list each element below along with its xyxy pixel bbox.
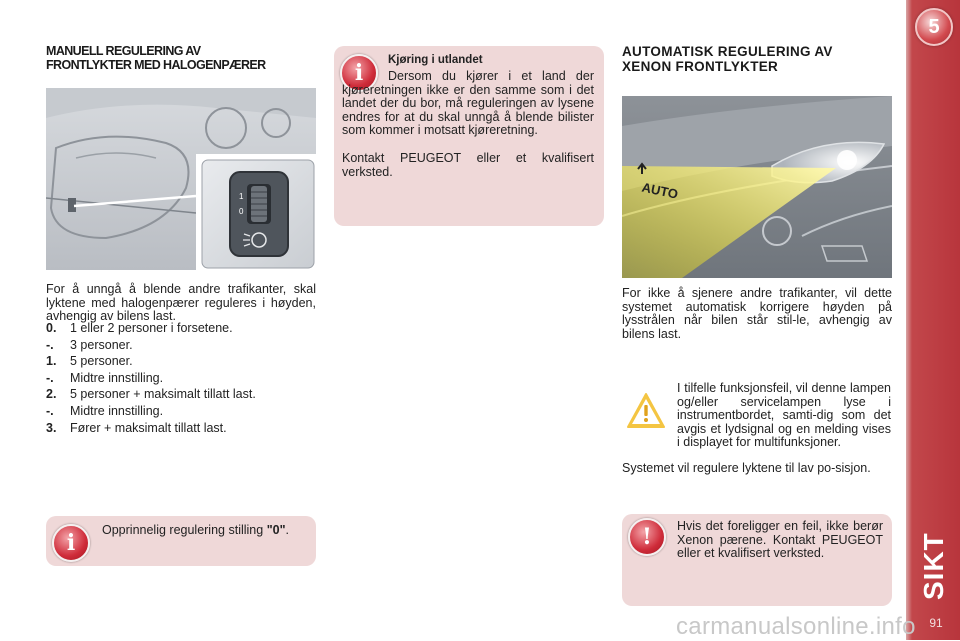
list-text: Midtre innstilling. xyxy=(70,370,164,385)
list-text: 5 personer. xyxy=(70,354,133,369)
list-text: 1 eller 2 personer i forsetene. xyxy=(70,321,233,335)
list-item xyxy=(46,386,316,403)
dashboard-illustration xyxy=(46,88,316,270)
chapter-title: SIKT xyxy=(918,532,949,600)
info-icon: i xyxy=(340,54,378,92)
note-end: . xyxy=(285,523,289,537)
list-item xyxy=(46,420,316,437)
exclamation-icon: ! xyxy=(628,518,666,556)
section-heading-manual xyxy=(46,44,316,72)
dial-label-1: 1 xyxy=(239,192,244,201)
watermark: carmanualsonline.info xyxy=(676,613,916,640)
info-icon: i xyxy=(52,524,90,562)
list-item xyxy=(46,320,316,337)
list-item xyxy=(46,353,316,370)
alert-text: Hvis det foreligger en feil, ikke berør Xenon pærene. Kontakt PEUGEOT eller et kvalifisert verksted. xyxy=(677,519,883,560)
list-item xyxy=(46,337,316,354)
load-settings-list xyxy=(46,320,316,436)
heading-line-2: FRONTLYKTER MED HALOGENPÆRER xyxy=(46,58,266,72)
list-text: Fører + maksimalt tillatt last. xyxy=(70,420,227,435)
heading-line-1: AUTOMATISK REGULERING AV xyxy=(622,44,833,59)
original-setting-note xyxy=(46,516,316,566)
abroad-title: Kjøring i utlandet xyxy=(388,54,483,66)
list-item xyxy=(46,403,316,420)
list-key: 2. xyxy=(46,387,57,402)
list-key: -. xyxy=(46,370,54,385)
xenon-headlight-illustration xyxy=(622,96,892,278)
automatic-intro-text: For ikke å sjenere andre trafikanter, vil dette systemet automatisk korrigere høyden på lysstrålen når bilen står stil-le, avhengig av bilens last. xyxy=(622,286,892,341)
list-key: -. xyxy=(46,403,54,418)
page-number: 91 xyxy=(929,616,943,630)
list-key: 1. xyxy=(46,354,57,369)
list-text: 5 personer + maksimalt tillatt last. xyxy=(70,387,256,402)
note-text xyxy=(102,524,308,538)
list-key: 3. xyxy=(46,420,57,435)
list-item xyxy=(46,370,316,387)
heading-line-1: MANUELL REGULERING AV xyxy=(46,44,201,58)
list-key: 0. xyxy=(46,321,57,335)
note-text-main: Opprinnelig regulering stilling xyxy=(102,523,267,537)
heading-line-2: XENON FRONTLYKTER xyxy=(622,59,779,74)
low-position-text: Systemet vil regulere lyktene til lav po-sisjon. xyxy=(622,461,871,475)
manual-intro-text: For å unngå å blende andre trafikanter, skal lyktene med halogenpærer reguleres i høyden, avhengig av bilens last. xyxy=(46,282,316,323)
warning-text: I tilfelle funksjonsfeil, vil denne lampen og/eller servicelampen lyse i instrumentbordet, samti-dig som det avgis et lydsignal og en melding vises i displayet for multifunksjoner. xyxy=(677,381,891,449)
abroad-paragraph: Dersom du kjører i et land der kjøreretningen ikke er den samme som i det landet der du bor, må reguleringen av lysene endres for at du skal unngå å blende bilister som kommer i motsatt kjøreretning. xyxy=(342,69,594,137)
xenon-alert-box xyxy=(622,514,892,606)
warning-triangle-icon xyxy=(626,392,666,430)
list-text: 3 personer. xyxy=(70,337,133,352)
dial-label-0: 0 xyxy=(239,207,244,216)
list-key: -. xyxy=(46,337,54,352)
chapter-number-badge: 5 xyxy=(915,8,953,46)
note-value: "0" xyxy=(266,523,286,537)
list-text: Midtre innstilling. xyxy=(70,403,164,418)
section-heading-automatic xyxy=(622,44,897,74)
abroad-driving-box xyxy=(334,46,604,226)
auto-label: AUTO xyxy=(640,179,680,202)
abroad-contact: Kontakt PEUGEOT eller et kvalifisert verksted. xyxy=(342,151,594,179)
